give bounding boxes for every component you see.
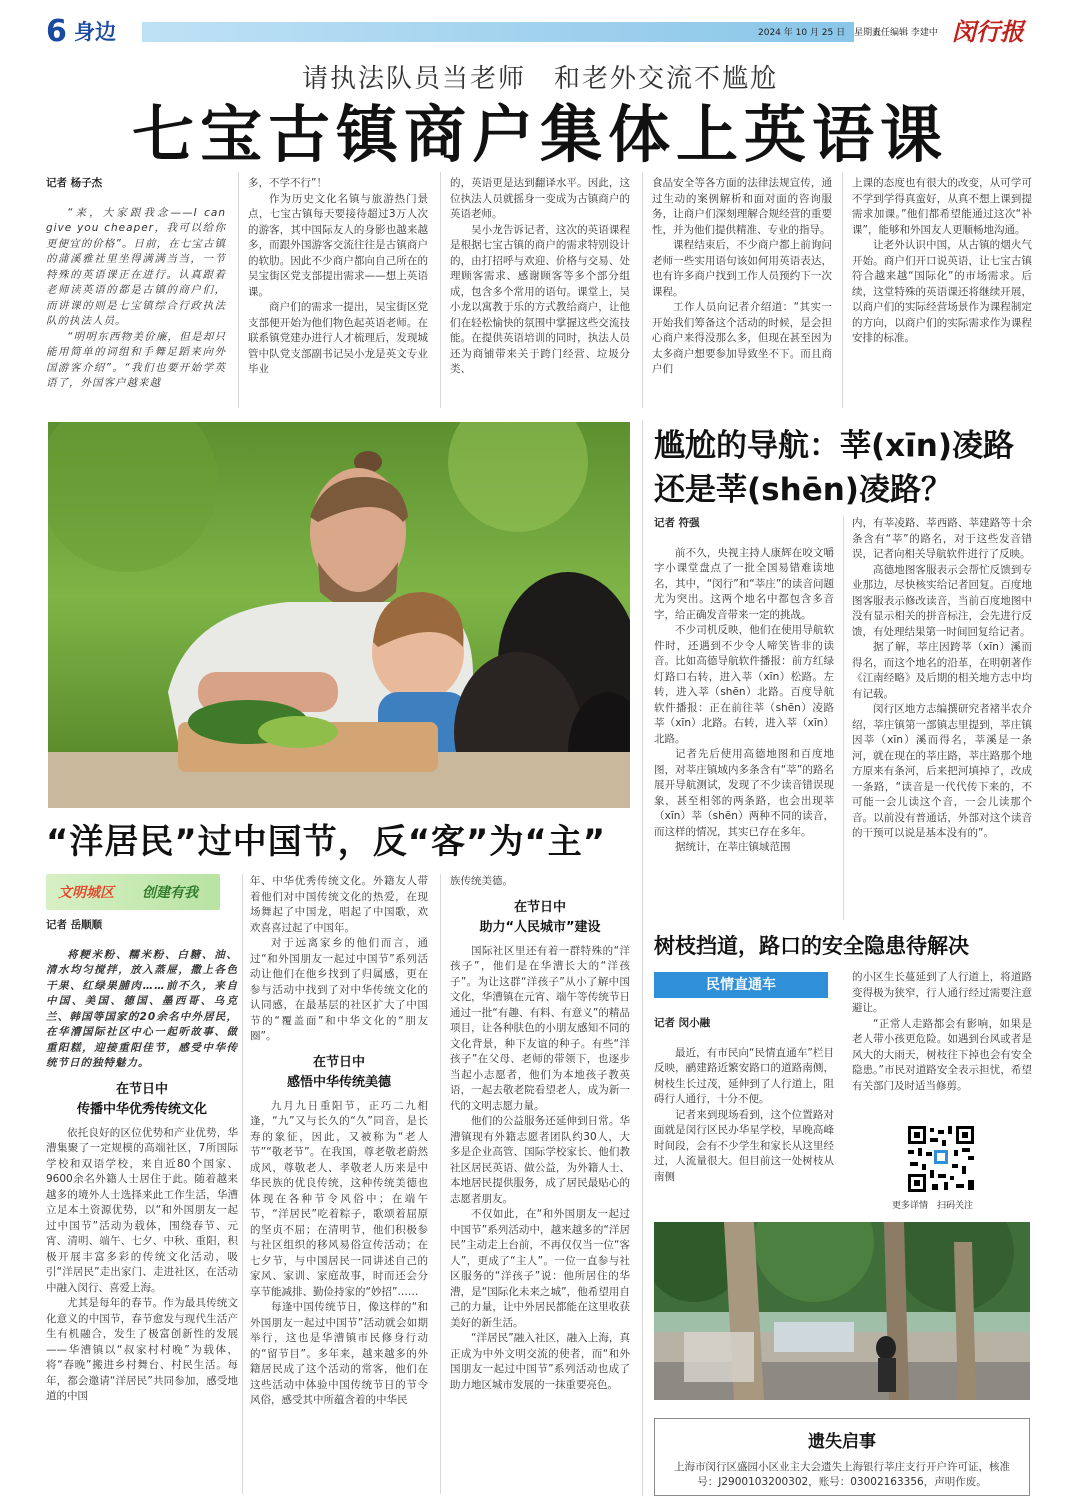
- article2-paragraph: 九月九日重阳节，正巧二九相逢，“九”又与长久的“久”同音，是长寿的象征，因此，又被称为“老人节”“敬老节”。在我国，尊老敬老蔚然成风，尊敬老人、孝敬老人历来是中华民族的优良传统，这种传统美德也体现在各种节令风俗中；在端午节，“洋居民”吃着粽子，歌颂着屈原的坚贞不屈；在清明节，他们积极参与社区组织的移风易俗宣传活动；在七夕节，与中国居民一同讲述自己的家风、家训、家庭故事，时而还会分享节能减排、勤俭持家的“妙招”……: [250, 1099, 428, 1298]
- article1-paragraph: 多，不学不行”！: [248, 177, 327, 189]
- logo-text-2: 创建有我: [142, 885, 198, 901]
- article1-paragraph: 商户们的需求一提出，吴宝街区党支部便开始为他们物色起英语老师。在联系镇党建办进行人才梳理后，发现城管中队党支部副书记吴小龙是英文专业毕业: [248, 301, 428, 375]
- article2-title: “洋居民”过中国节，反“客”为“主”: [46, 822, 607, 862]
- article3-paragraph: 闵行区地方志编撰研究者褚半农介绍，莘庄镇第一部镇志里提到，莘庄镇因莘（xīn）溪而得名，莘溪是一条河，就在现在的莘庄路，莘庄路那个地方原来有条河，后来把河填掉了，改成一条路，“读音是一代代传下来的，不可能一会儿读这个音，一会儿读那个音。以前没有普通话，外部对这个读音的干预可以说是基本没有的”。: [852, 703, 1032, 839]
- article1-paragraph: 作为历史文化名镇与旅游热门景点，七宝古镇每天要接待超过3万人次的游客，其中国际友人的身影也越来越多，而跟外国游客交流往往是古镇商户的软肋。因此不少商户都向自己所在的吴宝街区党支部提出需求——想上英语课。: [248, 192, 428, 298]
- column-divider: [440, 874, 441, 1494]
- article2-paragraph: 他们的公益服务还延伸到日常。华漕镇现有外籍志愿者团队约30人，大多是企业高管、国际学校家长、他们教社区居民英语、做公益，为外籍人士、本地居民提供服务，成了居民最贴心的志愿者朋友。: [450, 1115, 630, 1205]
- article1-kicker: 请执法队员当老师 和老外交流不尴尬: [301, 64, 778, 94]
- lost-notice: [654, 1418, 1030, 1496]
- article3-paragraph: 内，有莘凌路、莘西路、莘建路等十余条含有“莘”的路名，对于这些发音错误，记者向相关导航软件进行了反映。: [852, 517, 1032, 560]
- issue-date: 2024 年 10 月 25 日 星期五: [758, 28, 882, 38]
- article1-title: 七宝古镇商户集体上英语课: [131, 98, 948, 171]
- article3-paragraph: 高德地图客服表示会帮忙反馈到专业那边，尽快核实给记者回复。百度地图客服表示修改读音，当前百度地图中没有显示相关的拼音标注，会先进行反馈，有处理结果第一时间回复给记者。: [852, 563, 1032, 638]
- notice-title: 遗失启事: [808, 1432, 876, 1452]
- article1-paragraph: 课程结束后，不少商户都上前询问老师一些实用语句该如何用英语表达，也有许多商户找到工作人员预约下一次课程。: [652, 239, 832, 298]
- article2-photo: [48, 422, 630, 808]
- article2-subhead-1: 在节日中 传播中华优秀传统文化: [76, 1081, 207, 1117]
- article2-paragraph: 依托良好的区位优势和产业优势，华漕集聚了一定规模的高端社区，7所国际学校和双语学校，来自近80个国家、9600余名外籍人士居住于此。随着越来越多的境外人士选择来此工作生活，华漕立足本土资源优势，以“和外国朋友一起过中国节”活动为载体，围绕春节、元宵、清明、端午、七夕、中秋、重阳，积极开展丰富多彩的传统文化活动，吸引“洋居民”走出家门、走进社区，在活动中融入闵行、喜爱上海。: [46, 1126, 238, 1294]
- column-divider: [842, 172, 843, 408]
- section-name: 身边: [74, 20, 116, 44]
- column-divider: [843, 516, 844, 920]
- article1-column-3: [450, 176, 630, 412]
- article2-column-3: [450, 874, 630, 1496]
- page-number: 6: [46, 14, 67, 49]
- article4-title: 树枝挡道，路口的安全隐患待解决: [654, 934, 969, 958]
- article3-byline: 记者 符强: [654, 517, 700, 529]
- column-divider: [642, 420, 643, 1496]
- article1-paragraph: 工作人员向记者介绍道：“其实一开始我们筹备这个活动的时候，是会担心商户来得没那么多，但现在甚至因为太多商户想要参加导致坐不下。而且商户们: [652, 301, 832, 375]
- article1-paragraph: 让老外认识中国，从古镇的烟火气开始。商户们开口说英语，让七宝古镇符合越来越“国际化”的市场需求。后续，这堂特殊的英语课还将继续开展，以商户们的实际经营场景作为课程制定的方向，以商户们的实际需求作为课程安排的标准。: [852, 239, 1032, 344]
- article4-paragraph: 最近，有市民向“民情直通车”栏目反映，鹂建路近繁安路口的道路南侧，树枝生长过茂，延伸到了人行道上，阻碍行人通行，十分不便。: [654, 1046, 834, 1105]
- article3-title-line-1: 尴尬的导航：莘(xīn)凌路: [654, 428, 1015, 464]
- article3-title-line-2: 还是莘(shēn)凌路？: [654, 472, 952, 508]
- article1-paragraph: 的，英语更是达到翻译水平。因此，这位执法人员就摇身一变成为古镇商户的英语老师。: [450, 177, 630, 220]
- qr-code[interactable]: [906, 1124, 976, 1194]
- column-divider: [238, 172, 239, 408]
- article4-byline: 记者 闵小融: [654, 1017, 711, 1029]
- article2-paragraph: 不仅如此，在“和外国朋友一起过中国节”系列活动中，越来越多的“洋居民”主动走上台前，不再仅仅当一位“客人”，更成了“主人”。一位一直参与社区服务的“洋孩子”说：他所居住的华漕，是“国际化未来之城”，他希望用自己的力量，让中外居民都能在这里收获美好的新生活。: [450, 1208, 630, 1329]
- masthead-logo: 闵行报: [952, 17, 1024, 46]
- article4-photo: [654, 1222, 1030, 1400]
- article2-byline: 记者 岳顺顺: [46, 919, 103, 931]
- article3-paragraph: 据统计，在莘庄镇域范围: [675, 841, 791, 853]
- article2-column-1: [46, 918, 238, 1496]
- article1-column-5: [852, 176, 1032, 412]
- article4-paragraph: 的小区生长蔓延到了人行道上，将道路变得极为狭窄，行人通行经过需要注意避让。: [852, 971, 1032, 1014]
- notice-body: 上海市闵行区盛园小区业主大会遗失上海银行莘庄支行开户许可证，核准号：J2900103200302，账号：03002163356，声明作废。: [674, 1461, 1010, 1488]
- article2-paragraph: 对于远离家乡的他们而言，通过“和外国朋友一起过中国节”系列活动让他们在他乡找到了归属感，更在参与活动中找到了对中华传统文化的认同感，在最基层的社区扩大了中国节的“覆盖面”和中华文化的“朋友圈”。: [250, 937, 428, 1042]
- article2-subhead-2: 在节日中 感悟中华传统美德: [286, 1054, 391, 1090]
- editor-credit: 责任编辑 李建中: [872, 28, 938, 38]
- article4-paragraph: 记者来到现场看到，这个位置路对面就是闵行区民办华星学校，早晚高峰时间段，会有不少学生和家长从这里经过，人流量很大。但目前这一处树枝从南侧: [654, 1108, 834, 1182]
- article4-paragraph: “正常人走路都会有影响，如果是老人带小孩更危险。如遇到台风或者是风大的大雨天，树枝往下掉也会有安全隐患。”市民对道路安全表示担忧，希望有关部门及时适当修剪。: [852, 1017, 1032, 1092]
- column-divider: [242, 874, 243, 1494]
- article1-column-2: [248, 176, 428, 412]
- article3-column-1: [654, 516, 834, 922]
- article2-paragraph: 尤其是每年的春节。作为最具传统文化意义的中国节，春节愈发与现代生活产生有机融合，发生了极富创新性的发展——华漕镇以“叔家村村晚”为载体，将“春晚”搬进乡村舞台、村民生活。每年，都会邀请“洋居民”共同参加，感受地道的中国: [46, 1297, 238, 1402]
- article4-column-2: [852, 970, 1032, 1116]
- article3-title: [654, 424, 1034, 512]
- article2-column-2: [250, 874, 428, 1496]
- article4-column-1: [654, 1016, 834, 1182]
- article2-paragraph: 年、中华优秀传统文化。外籍友人带着他们对中国传统文化的热爱，在现场舞起了中国龙，唱起了中国歌，欢欢喜喜过起了中国年。: [250, 875, 428, 934]
- article3-paragraph: 前不久，央视主持人康辉在咬文嚼字小课堂盘点了一批全国易错难读地名，其中，“闵行”和“莘庄”的读音问题尤为突出。这两个地名中都包含多音字，给正确发音带来一定的挑战。: [654, 546, 834, 621]
- article2-paragraph: “洋居民”融入社区，融入上海，真正成为中外文明交流的使者，而“和外国朋友一起过中国节”系列活动也成了助力地区城市发展的一抹重要亮色。: [450, 1332, 630, 1391]
- article3-paragraph: 据了解，莘庄因跨莘（xīn）溪而得名，而这个地名的沿革，在明朝著作《江南经略》及后期的相关地方志中均有记载。: [852, 641, 1032, 700]
- page-header: [46, 16, 1034, 48]
- article3-column-2: [852, 516, 1032, 922]
- article2-paragraph: 每逢中国传统节日，像这样的“和外国朋友一起过中国节”活动就会如期举行，这也是华漕镇市民修身行动的“留节目”。多年来，越来越多的外籍居民成了这个活动的常客，他们在这些活动中体验中国传统节日的节令风俗，感受其中所蕴含着的中华民: [250, 1301, 428, 1406]
- article2-paragraph: 族传统美德。: [450, 875, 513, 887]
- article1-paragraph: 上课的态度也有很大的改变，从可学可不学到学得真蛮好，从真不想上课到提需求加课。”他们都希望能通过这次“补课”，能够和外国友人更顺畅地沟通。: [852, 177, 1032, 236]
- article1-column-4: [652, 176, 832, 412]
- article3-paragraph: 记者先后使用高德地图和百度地图，对莘庄镇域内多条含有“莘”的路名展开导航测试，发现了不少读音错误现象，甚至相邻的两条路，也会出现莘（xīn）莘（shēn）两种不同的读音，而这样的情况，其实已存在多年。: [654, 748, 834, 838]
- column-divider: [642, 172, 643, 408]
- header-band: [142, 22, 854, 42]
- article3-paragraph: 不少司机反映，他们在使用导航软件时，还遇到不少令人啼笑皆非的读音。比如高德导航软件播报：前方红绿灯路口右转，进入莘（xīn）松路。左转，进入莘（shēn）北路。百度导航软件播报：正在前往莘（shēn）凌路莘（xīn）北路。右转，进入莘（xīn）北路。: [654, 624, 834, 745]
- article1-paragraph: 食品安全等各方面的法律法规宣传，通过生动的案例解析和面对面的咨询服务，让商户们深刻理解合规经营的重要性，并为他们提供精准、专业的指导。: [652, 177, 832, 236]
- article1-paragraph: 吴小龙告诉记者，这次的英语课程是根据七宝古镇的商户的需求特别设计的，由打招呼与欢迎、价格与交易、处理顾客需求、感谢顾客等多个部分组成，包含多个常用的语句。课堂上，吴小龙以寓教于乐的方式教给商户，让他们在轻松愉快的氛围中掌握这些交流技能。在提供英语培训的同时，执法人员还为商铺带来关于跨门经营、垃圾分类、: [450, 223, 630, 375]
- article2-subhead-3: 在节日中 助力“人民城市”建设: [479, 899, 601, 935]
- qr-caption: 更多详情 扫码关注: [892, 1201, 974, 1211]
- article1-paragraph: “明明东西物美价廉，但是却只能用简单的词组和手舞足蹈来向外国游客介绍”。“我们也要开始学英语了，外国客户越来越: [46, 330, 226, 389]
- article2-paragraph: 国际社区里还有着一群特殊的“洋孩子”，他们是在华漕长大的“洋孩子”。为让这群“洋孩子”从小了解中国文化，华漕镇在元宵、端午等传统节日通过一批“有趣、有料、有意义”的精品项目，让各种肤色的小朋友感知不同的文化背景，种下友谊的种子。有些“洋孩子”在父母、老师的带领下，也逐步当起小志愿者，他们为本地孩子教英语，一起去敬老院看望老人，成为新一代的文明志愿力量。: [450, 944, 630, 1112]
- column-divider: [440, 172, 441, 408]
- civilization-logo: [46, 874, 220, 910]
- article2-lead: 将粳米粉、糯米粉、白糖、油、清水均匀搅拌，放入蒸屉，撒上各色干果、红绿果脯肉……前不久，来自中国、美国、德国、墨西哥、乌克兰、韩国等国家的20余名中外居民，在华漕国际社区中心一起听故事、做重阳糕，迎接重阳佳节，感受中华传统节日的独特魅力。: [46, 948, 238, 1069]
- column-tag: 民情直通车: [654, 972, 828, 998]
- article1-column-1: [46, 176, 226, 412]
- article1-paragraph: “来，大家跟我念——I can give you cheaper，我可以给你更便宜的价格”。日前，在七宝古镇的蒲溪雅社里坐得满满当当，一节特殊的英语课正在进行。认真跟着老师读英语的都是古镇的商户们，而讲课的则是七宝镇综合行政执法队的执法人员。: [46, 206, 226, 327]
- logo-text-1: 文明城区: [58, 885, 114, 901]
- article1-byline: 记者 杨子杰: [46, 177, 103, 189]
